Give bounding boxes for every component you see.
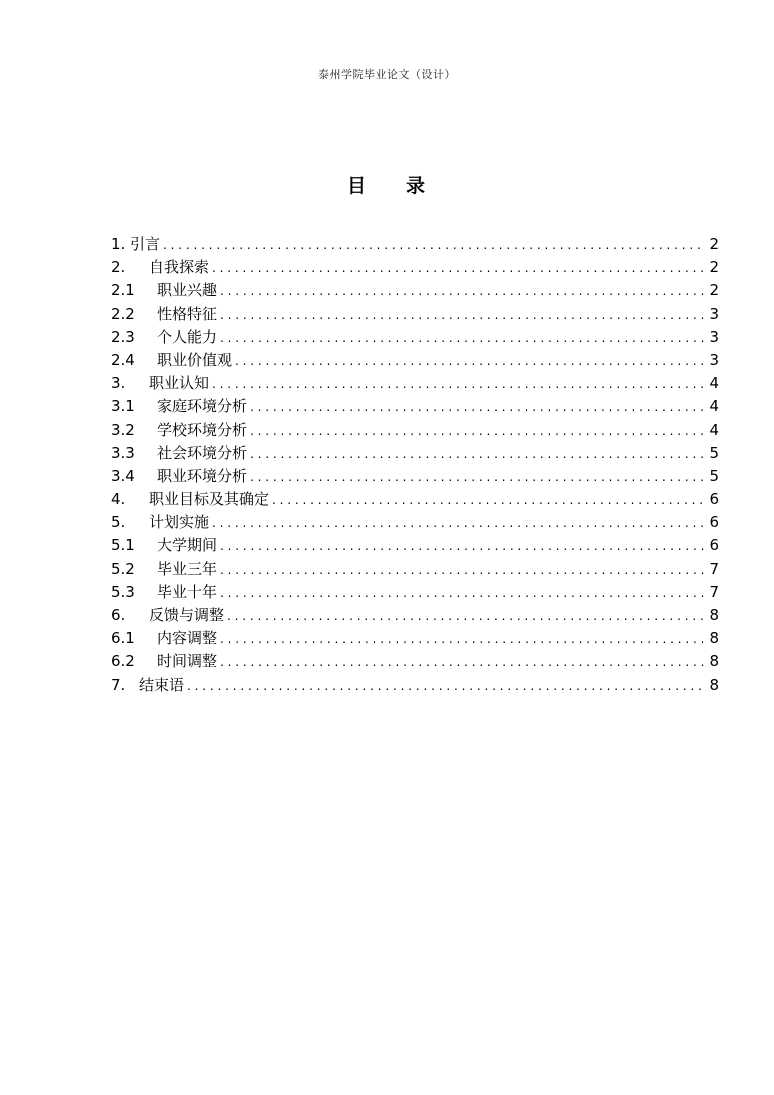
toc-entry-self-exploration[interactable] bbox=[111, 256, 719, 279]
toc-entry-text: 毕业三年 bbox=[157, 559, 218, 578]
toc-entry-page: 2 bbox=[709, 258, 719, 277]
toc-entry-page: 3 bbox=[709, 327, 719, 346]
toc-entry-intro[interactable] bbox=[111, 233, 719, 256]
toc-entry-values[interactable] bbox=[111, 349, 719, 372]
toc-title-char-1: 目 bbox=[346, 175, 368, 197]
toc-entry-number: 2.1 bbox=[111, 281, 135, 300]
toc-entry-career-interest[interactable] bbox=[111, 279, 719, 302]
toc-entry-text: 职业环境分析 bbox=[157, 466, 248, 485]
toc-dot-leader bbox=[220, 280, 704, 303]
toc-entry-number: 4. bbox=[111, 490, 126, 509]
toc-dot-leader bbox=[220, 628, 704, 651]
toc-dot-leader bbox=[227, 605, 704, 628]
toc-entry-number: 2.2 bbox=[111, 304, 135, 323]
toc-dot-leader bbox=[235, 350, 704, 373]
toc-entry-text: 结束语 bbox=[139, 675, 185, 694]
toc-entry-page: 5 bbox=[709, 466, 719, 485]
toc-entry-number: 2. bbox=[111, 258, 126, 277]
toc-entry-text: 计划实施 bbox=[149, 513, 210, 532]
toc-entry-content-adjustment[interactable] bbox=[111, 627, 719, 650]
toc-dot-leader bbox=[220, 304, 704, 327]
toc-entry-number: 5. bbox=[111, 513, 126, 532]
toc-entry-page: 6 bbox=[709, 536, 719, 555]
toc-dot-leader bbox=[220, 651, 704, 674]
toc-entry-conclusion[interactable] bbox=[111, 674, 719, 697]
toc-dot-leader bbox=[220, 327, 704, 350]
toc-entry-number: 6.2 bbox=[111, 652, 135, 671]
toc-dot-leader bbox=[212, 373, 704, 396]
toc-entry-number: 5.1 bbox=[111, 536, 135, 555]
toc-dot-leader bbox=[250, 466, 704, 489]
toc-entry-number: 5.2 bbox=[111, 559, 135, 578]
toc-entry-abilities[interactable] bbox=[111, 326, 719, 349]
toc-title-char-2: 录 bbox=[406, 175, 428, 197]
toc-entry-family-environment[interactable] bbox=[111, 395, 719, 418]
toc-entry-text: 时间调整 bbox=[157, 652, 218, 671]
toc-dot-leader bbox=[163, 234, 704, 257]
toc-entry-university-period[interactable] bbox=[111, 534, 719, 557]
toc-entry-career-environment[interactable] bbox=[111, 465, 719, 488]
toc-entry-number: 3.1 bbox=[111, 397, 135, 416]
toc-dot-leader bbox=[187, 675, 704, 698]
toc-title bbox=[0, 171, 774, 198]
toc-dot-leader bbox=[250, 396, 704, 419]
toc-entry-ten-years[interactable] bbox=[111, 581, 719, 604]
toc-entry-page: 8 bbox=[709, 629, 719, 648]
toc-entry-text: 职业价值观 bbox=[157, 350, 233, 369]
toc-dot-leader bbox=[272, 489, 704, 512]
toc-dot-leader bbox=[220, 535, 704, 558]
toc-entry-number: 6.1 bbox=[111, 629, 135, 648]
toc-entry-page: 2 bbox=[709, 235, 719, 253]
toc-entry-text: 职业认知 bbox=[149, 374, 210, 393]
toc-entry-number: 6. bbox=[111, 606, 126, 624]
toc-entry-career-goals[interactable] bbox=[111, 488, 719, 511]
toc-list bbox=[111, 233, 719, 697]
toc-entry-page: 7 bbox=[709, 559, 719, 578]
toc-entry-number: 3. bbox=[111, 374, 126, 393]
toc-entry-number: 7. bbox=[111, 675, 126, 694]
toc-entry-number: 3.4 bbox=[111, 466, 135, 485]
toc-entry-personality[interactable] bbox=[111, 303, 719, 326]
toc-entry-number: 3.3 bbox=[111, 443, 135, 462]
toc-entry-career-cognition[interactable] bbox=[111, 372, 719, 395]
toc-entry-text: 反馈与调整 bbox=[149, 606, 225, 624]
toc-dot-leader bbox=[212, 512, 704, 535]
toc-entry-page: 4 bbox=[709, 420, 719, 439]
toc-entry-text: 家庭环境分析 bbox=[157, 397, 248, 416]
toc-entry-number: 2.4 bbox=[111, 350, 135, 369]
toc-entry-text: 引言 bbox=[130, 235, 161, 253]
toc-entry-feedback[interactable] bbox=[111, 604, 719, 627]
toc-entry-number: 2.3 bbox=[111, 327, 135, 346]
toc-entry-text: 内容调整 bbox=[157, 629, 218, 648]
toc-entry-text: 性格特征 bbox=[157, 304, 218, 323]
toc-entry-page: 4 bbox=[709, 374, 719, 393]
toc-entry-text: 自我探索 bbox=[149, 258, 210, 277]
toc-entry-number: 5.3 bbox=[111, 582, 135, 601]
toc-entry-page: 4 bbox=[709, 397, 719, 416]
toc-entry-page: 3 bbox=[709, 350, 719, 369]
toc-dot-leader bbox=[212, 257, 704, 280]
toc-entry-social-environment[interactable] bbox=[111, 442, 719, 465]
toc-entry-text: 个人能力 bbox=[157, 327, 218, 346]
toc-entry-page: 6 bbox=[709, 490, 719, 509]
toc-entry-plan-implementation[interactable] bbox=[111, 511, 719, 534]
toc-dot-leader bbox=[220, 582, 704, 605]
toc-entry-page: 8 bbox=[709, 652, 719, 671]
toc-entry-three-years[interactable] bbox=[111, 558, 719, 581]
toc-entry-text: 大学期间 bbox=[157, 536, 218, 555]
toc-entry-page: 5 bbox=[709, 443, 719, 462]
toc-entry-page: 7 bbox=[709, 582, 719, 601]
toc-entry-time-adjustment[interactable] bbox=[111, 650, 719, 673]
toc-entry-page: 6 bbox=[709, 513, 719, 532]
toc-dot-leader bbox=[250, 443, 704, 466]
toc-entry-page: 2 bbox=[709, 281, 719, 300]
running-header: 泰州学院毕业论文（设计） bbox=[318, 68, 456, 81]
toc-entry-number: 1. bbox=[111, 235, 126, 253]
toc-entry-number: 3.2 bbox=[111, 420, 135, 439]
toc-entry-school-environment[interactable] bbox=[111, 419, 719, 442]
toc-entry-text: 职业目标及其确定 bbox=[149, 490, 270, 509]
toc-entry-text: 毕业十年 bbox=[157, 582, 218, 601]
toc-entry-page: 8 bbox=[709, 606, 719, 624]
toc-entry-text: 社会环境分析 bbox=[157, 443, 248, 462]
toc-entry-text: 职业兴趣 bbox=[157, 281, 218, 300]
toc-entry-page: 8 bbox=[709, 675, 719, 694]
toc-entry-page: 3 bbox=[709, 304, 719, 323]
toc-dot-leader bbox=[220, 559, 704, 582]
toc-dot-leader bbox=[250, 420, 704, 443]
toc-entry-text: 学校环境分析 bbox=[157, 420, 248, 439]
